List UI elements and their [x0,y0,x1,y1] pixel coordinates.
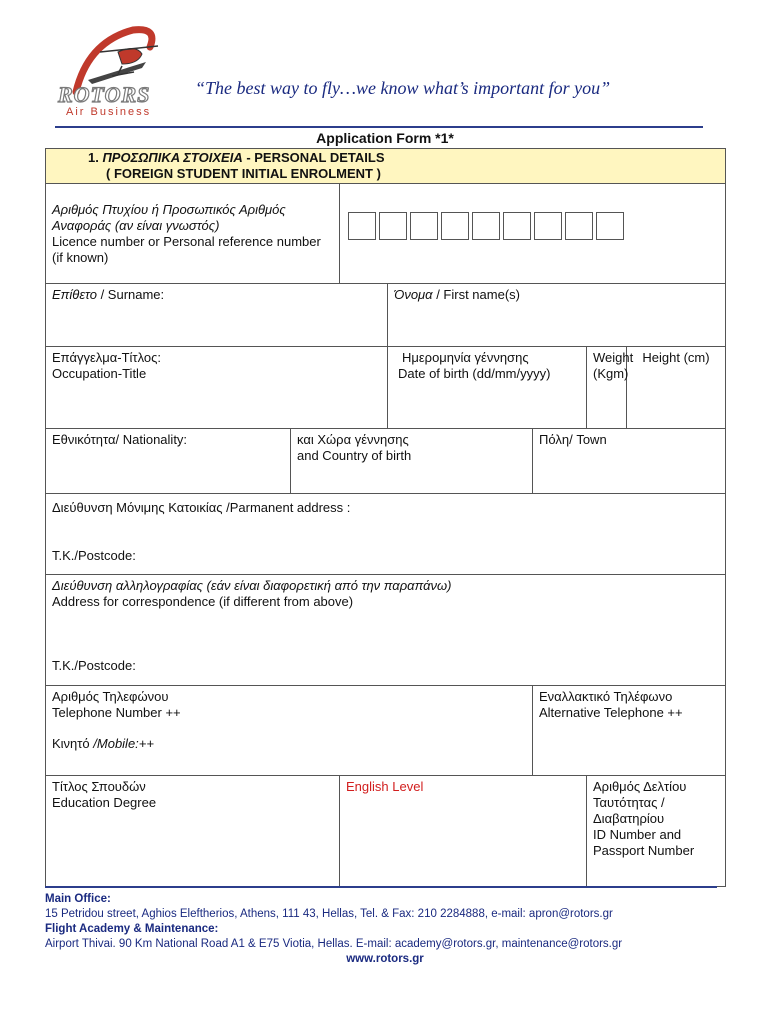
mobile-label-gr: Κινητό [52,736,90,751]
licence-digit-box[interactable] [410,212,438,240]
firstname-label-en: / First name(s) [432,287,520,302]
licence-label-gr: Αριθμός Πτυχίου ή Προσωπικός Αριθμός Αναφοράς (αν είναι γνωστός) [52,202,286,233]
occupation-label-en: Occupation-Title [52,366,147,381]
application-form [45,148,726,887]
section-subtitle: ( FOREIGN STUDENT INITIAL ENROLMENT ) [106,166,381,181]
weight-unit: (Kgm) [593,366,629,381]
firstname-field[interactable] [388,284,726,347]
licence-digit-box[interactable] [534,212,562,240]
licence-digit-box[interactable] [565,212,593,240]
academy-label: Flight Academy & Maintenance: [45,923,219,935]
nationality-label: Εθνικότητα/ Nationality: [52,432,188,447]
occupation-label-gr: Επάγγελμα-Τίτλος: [52,350,161,365]
edu-label-en: Education Degree [52,795,157,810]
surname-field[interactable] [46,284,388,347]
licence-digit-box[interactable] [379,212,407,240]
id-label-gr: Αριθμός Δελτίου Ταυτότητας / Διαβατηρίου [593,779,687,826]
corr-label-en: Address for correspondence (if different from above) [52,594,354,609]
licence-input-cell [340,184,726,284]
brand-subtitle: Air Business [66,106,152,118]
id-passport-field[interactable] [587,776,726,887]
licence-label-cell [46,184,340,284]
footer [45,892,725,967]
weight-label: Weight [593,350,634,365]
licence-digit-box[interactable] [503,212,531,240]
slogan: “The best way to fly…we know what’s important for you” [195,78,611,98]
licence-label-en: Licence number or Personal reference number (if known) [52,234,321,265]
licence-digit-box[interactable] [441,212,469,240]
section-number: 1. [88,150,99,165]
firstname-label-gr: Όνομα [394,287,433,302]
licence-digit-box[interactable] [596,212,624,240]
academy-address: Airport Thivai. 90 Km National Road A1 & E75 Viotia, Hellas. E-mail: academy@rotors.gr, maintenance@rotors.gr [45,938,623,950]
surname-label-en: / Surname: [96,287,165,302]
id-label-en: ID Number and Passport Number [593,827,695,858]
tel-label-en: Telephone Number ++ [52,705,181,720]
main-office-address: 15 Petridou street, Aghios Eleftherios, Athens, 111 43, Hellas, Tel. & Fax: 210 2284888, e-mail: apron@rotors.gr [45,908,613,920]
licence-digit-box[interactable] [472,212,500,240]
occupation-field[interactable] [46,347,388,429]
corr-label-gr: Διεύθυνση αλληλογραφίας (εάν είναι διαφορετική από την παραπάνω) [52,578,452,593]
postcode-label: T.K./Postcode: [52,548,136,563]
telephone-field[interactable] [46,686,533,776]
town-label: Πόλη/ Town [539,432,607,447]
surname-label-gr: Επίθετο [52,287,97,302]
height-label: Height (cm) [642,350,710,365]
edu-label-gr: Τίτλος Σπουδών [52,779,146,794]
dob-label-en: Date of birth (dd/mm/yyyy) [398,366,551,381]
header-divider [55,126,703,128]
town-field[interactable] [533,429,726,494]
address-label: Διεύθυνση Μόνιμης Κατοικίας /Parmanent address : [52,500,351,515]
main-office-label: Main Office: [45,893,111,905]
corr-postcode-label: T.K./Postcode: [52,658,136,673]
english-level-label: English Level [346,779,424,794]
weight-field[interactable] [587,347,634,429]
alt-tel-label-gr: Εναλλακτικό Τηλέφωνο [539,689,673,704]
section-header [46,149,726,184]
mobile-label-en: /Mobile:++ [89,736,154,751]
alt-telephone-field[interactable] [533,686,726,776]
height-field[interactable] [627,347,726,429]
english-level-field[interactable] [340,776,587,887]
country-label-en: and Country of birth [297,448,412,463]
licence-digit-box[interactable] [348,212,376,240]
dob-field[interactable] [388,347,587,429]
country-label-gr: και Χώρα γέννησης [297,432,409,447]
alt-tel-label-en: Alternative Telephone ++ [539,705,683,720]
section-title-en: - PERSONAL DETAILS [242,150,385,165]
brand-block [58,84,168,118]
licence-number-boxes [348,212,719,240]
website-link[interactable]: www.rotors.gr [346,953,424,965]
footer-divider [45,886,717,888]
permanent-address-field[interactable] [46,494,726,575]
section-title-gr: ΠΡΟΣΩΠΙΚΑ ΣΤΟΙΧΕΙΑ [102,150,243,165]
tel-label-gr: Αριθμός Τηλεφώνου [52,689,169,704]
brand-name: ROTORS [58,82,151,107]
correspondence-address-field[interactable] [46,575,726,686]
education-field[interactable] [46,776,340,887]
country-of-birth-field[interactable] [291,429,533,494]
dob-label-gr: Ημερομηνία γέννησης [402,350,529,365]
nationality-field[interactable] [46,429,291,494]
form-title: Application Form *1* [316,130,454,146]
